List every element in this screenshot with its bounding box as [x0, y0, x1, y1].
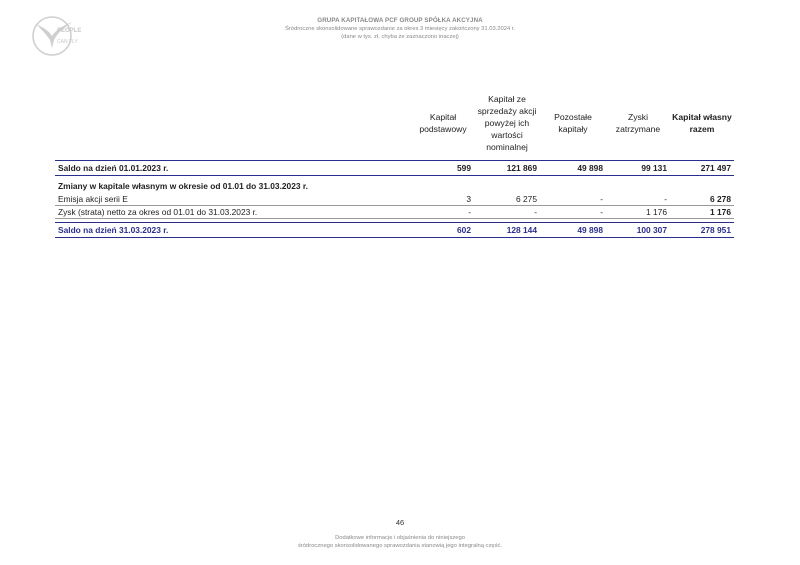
row-label: Emisja akcji serii E — [55, 193, 412, 206]
section-title: Zmiany w kapitale własnym w okresie od 01.01 do 31.03.2023 r. — [58, 181, 308, 191]
cell-value: 128 144 — [474, 223, 540, 238]
col-header-share-premium: Kapitał ze sprzedaży akcji powyżej ich wartości nominalnej — [477, 94, 537, 152]
document-header — [0, 17, 800, 41]
cell-value: 121 869 — [474, 161, 540, 176]
cell-value: - — [474, 206, 540, 219]
header-label-col — [55, 92, 412, 161]
row-label: Saldo na dzień 01.01.2023 r. — [55, 161, 412, 176]
cell-value: 49 898 — [540, 161, 606, 176]
cell-value: 99 131 — [606, 161, 670, 176]
footer-line-2: śródrocznego skonsolidowanego sprawozdania stanowią jego integralną część. — [298, 543, 502, 549]
report-subtitle: Śródroczne skonsolidowane sprawozdanie za okres 3 miesięcy zakończony 31.03.2024 r. — [284, 26, 516, 32]
cell-total: 6 278 — [670, 193, 734, 206]
cell-value: 599 — [412, 161, 474, 176]
col-header-other-capital: Pozostałe kapitały — [554, 112, 592, 134]
table-row — [55, 206, 734, 219]
opening-balance-row — [55, 161, 734, 176]
cell-value: - — [540, 193, 606, 206]
page-number: 46 — [395, 518, 405, 527]
logo-text-people: PEOPLE — [57, 28, 82, 34]
cell-value: 100 307 — [606, 223, 670, 238]
row-label: Zysk (strata) netto za okres od 01.01 do 31.03.2023 r. — [55, 206, 412, 219]
col-header-share-capital: Kapitał podstawowy — [419, 112, 467, 134]
footer-line-1: Dodatkowe informacje i objaśnienia do niniejszego — [335, 535, 465, 541]
col-header-total-equity: Kapitał własny razem — [672, 112, 732, 134]
col-header-retained-earnings: Zyski zatrzymane — [615, 112, 661, 134]
units-note: (dane w tys. zł, chyba że zaznaczono inaczej) — [341, 34, 459, 40]
cell-value: 6 275 — [474, 193, 540, 206]
row-label: Saldo na dzień 31.03.2023 r. — [55, 223, 412, 238]
cell-value: 602 — [412, 223, 474, 238]
cell-value: 1 176 — [606, 206, 670, 219]
logo-text-canfly: CAN FLY — [57, 39, 78, 45]
page-footer — [0, 534, 800, 550]
cell-value: 271 497 — [670, 161, 734, 176]
cell-value: - — [540, 206, 606, 219]
cell-value: 278 951 — [670, 223, 734, 238]
company-name: GRUPA KAPITAŁOWA PCF GROUP SPÓŁKA AKCYJNA — [317, 17, 483, 24]
closing-balance-row — [55, 223, 734, 238]
cell-total: 1 176 — [670, 206, 734, 219]
section-title-row — [55, 179, 734, 193]
cell-value: 49 898 — [540, 223, 606, 238]
cell-value: - — [412, 206, 474, 219]
cell-value: 3 — [412, 193, 474, 206]
equity-changes-table — [55, 92, 734, 238]
cell-value: - — [606, 193, 670, 206]
table-row — [55, 193, 734, 206]
table-header-row — [55, 92, 734, 161]
